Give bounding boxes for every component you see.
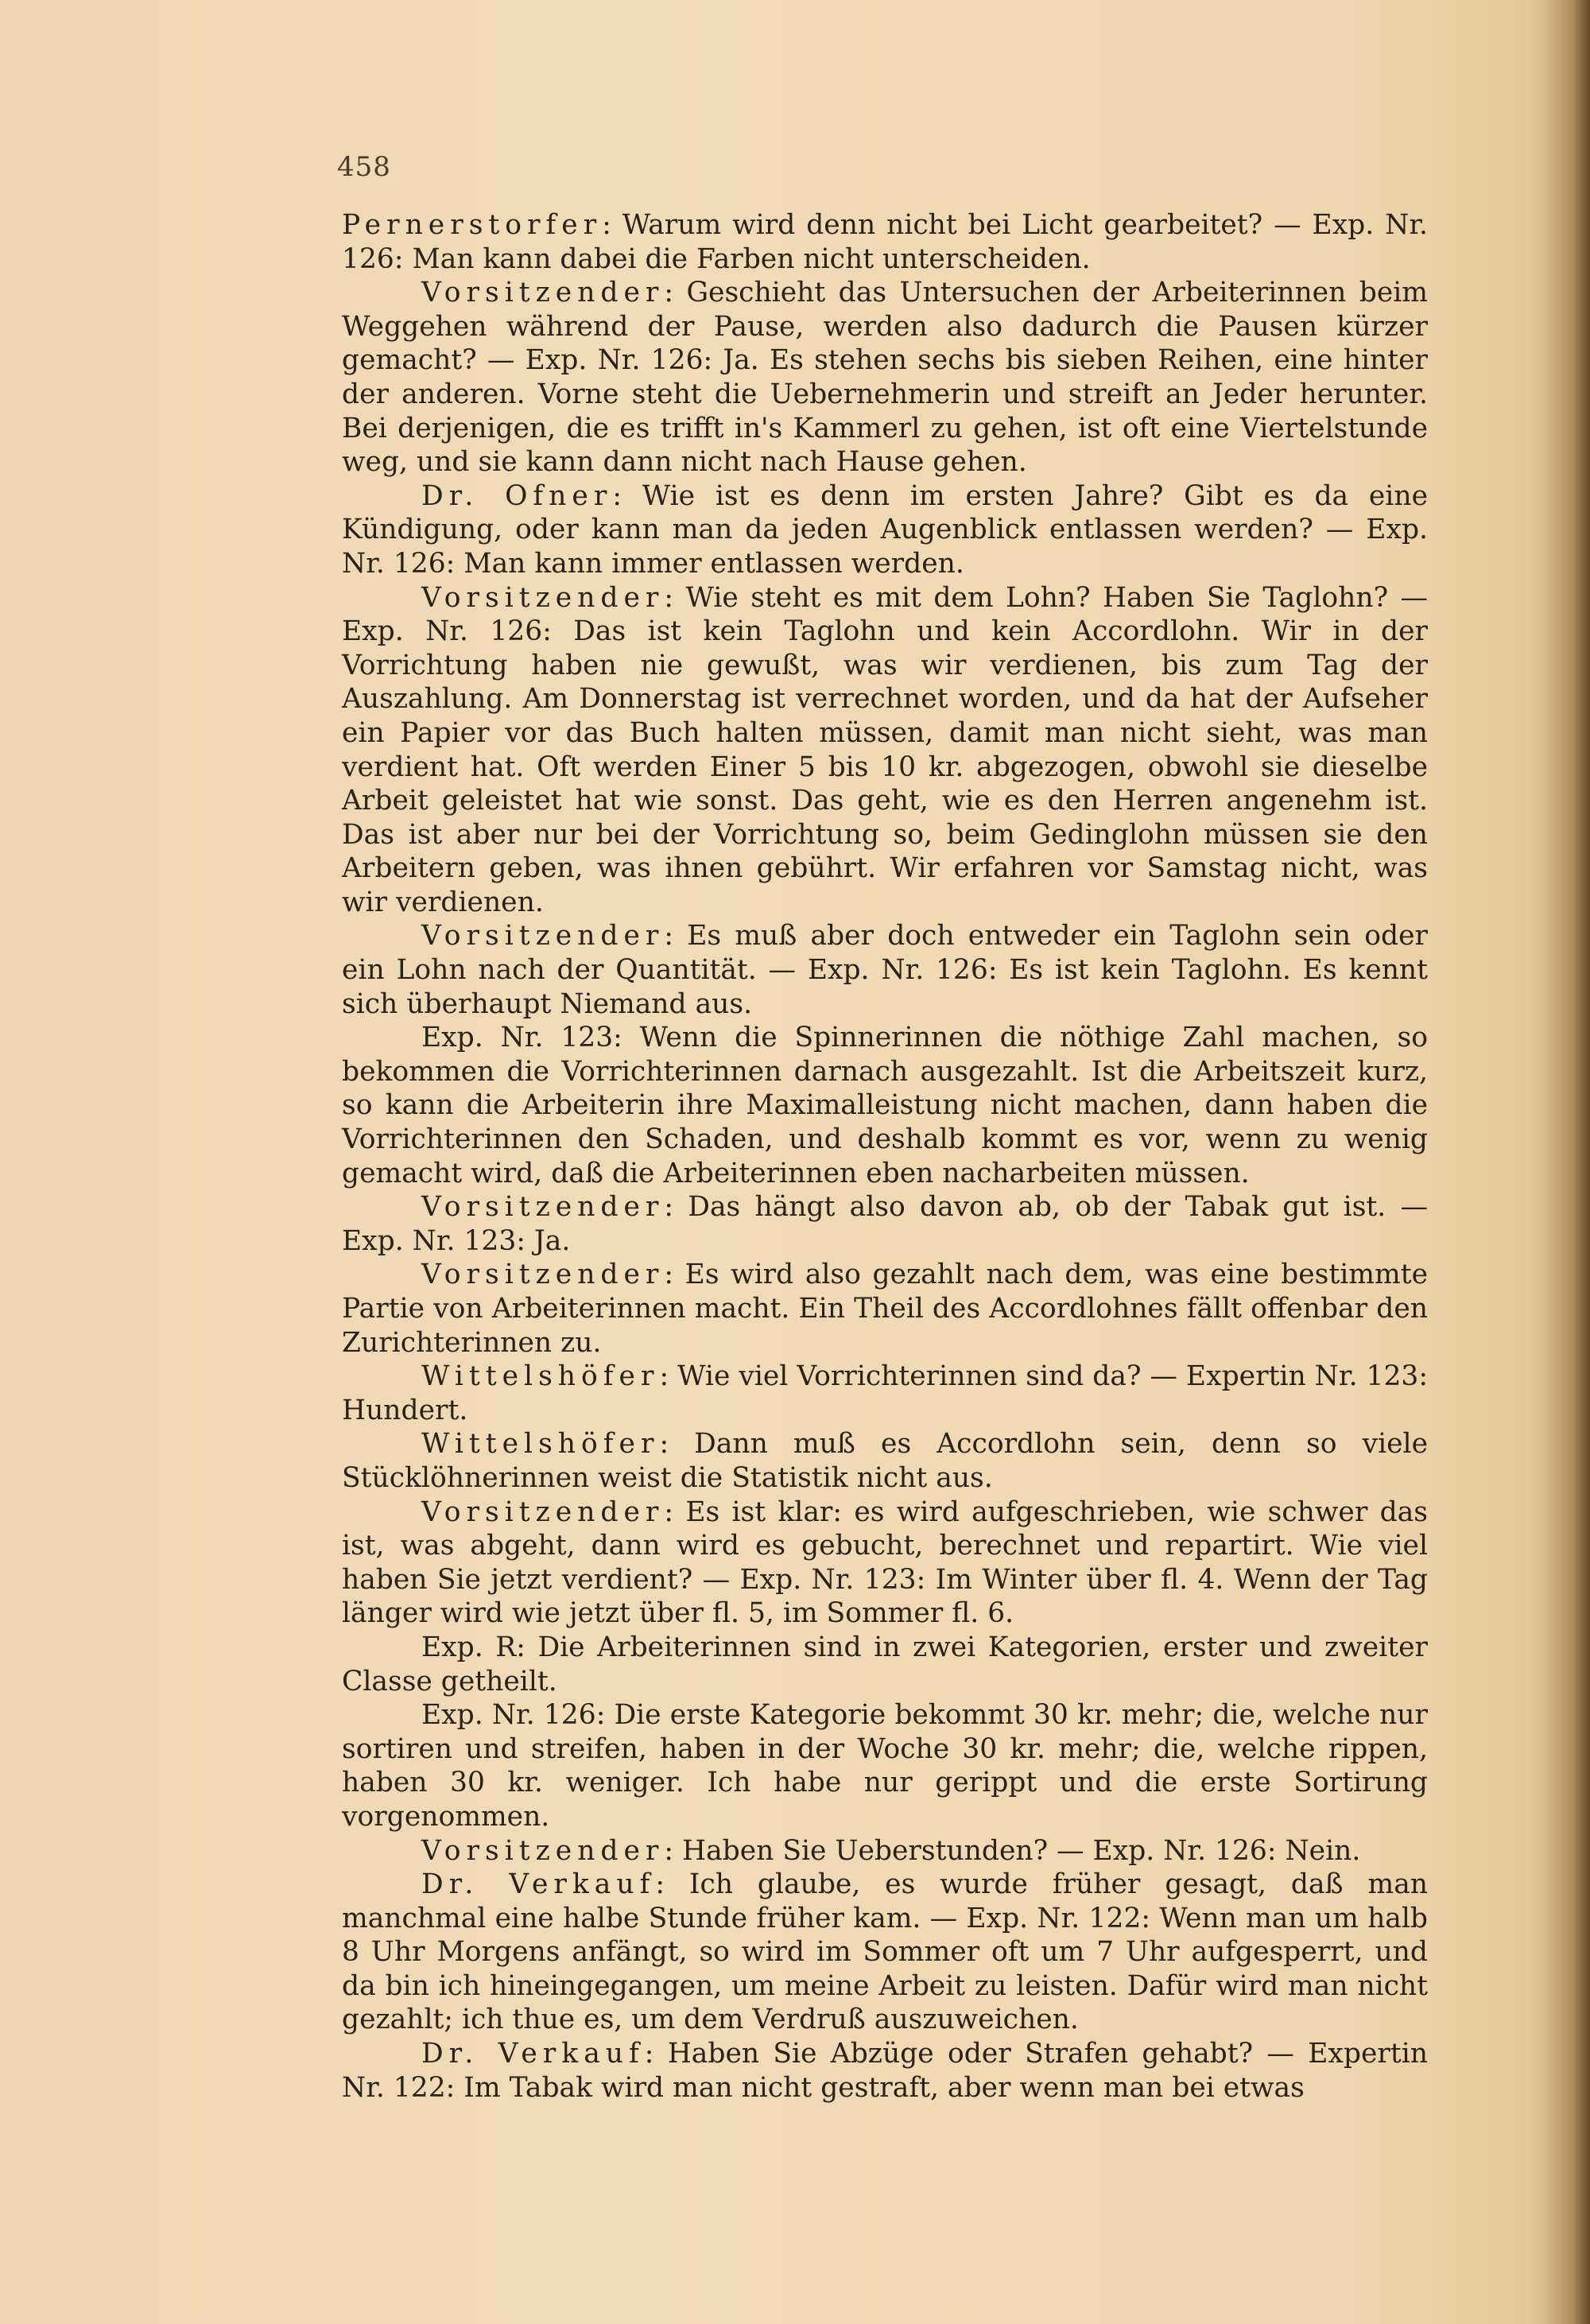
speaker-name: Vorsitzender xyxy=(421,277,665,309)
paragraph xyxy=(342,1190,1428,1258)
paragraph xyxy=(342,919,1428,1021)
speaker-name: Pernerstorfer xyxy=(342,209,603,241)
protocol-text xyxy=(342,208,1428,2105)
paragraph-text: : Ich glaube, es wurde früher gesagt, daß man manchmal eine halbe Stunde früher kam. — Exp. Nr. 122: Wenn man um halb 8 Uhr Morgens anfängt, so wird im Sommer oft um 7 Uhr aufgesperrt, und da bin ich hineingegangen, um meine Arbeit zu leisten. Dafür wird man nicht gezahlt; ich thue es, um dem Verdruß auszuweichen. xyxy=(342,1868,1428,2036)
paragraph-text: Exp. Nr. 126: Die erste Kategorie bekommt 30 kr. mehr; die, welche nur sortiren und streifen, haben in der Woche 30 kr. mehr; die, welche rippen, haben 30 kr. weniger. Ich habe nur gerippt und die erste Sortirung vorgenommen. xyxy=(342,1699,1428,1833)
page-edge-shadow xyxy=(1544,0,1590,2324)
speaker-name: Vorsitzender xyxy=(421,1834,665,1867)
paragraph-text: Exp. Nr. 123: Wenn die Spinnerinnen die nöthige Zahl machen, so bekommen die Vorrichterinnen darnach ausgezahlt. Ist die Arbeitszeit kurz, so kann die Arbeiterin ihre Maximalleistung nicht machen, dann haben die Vorrichterinnen den Schaden, und deshalb kommt es vor, wenn zu wenig gemacht wird, daß die Arbeiterinnen eben nacharbeiten müssen. xyxy=(342,1022,1428,1189)
paragraph xyxy=(342,1258,1428,1360)
speaker-name: Wittelshöfer xyxy=(421,1428,660,1461)
speaker-name: Dr. Verkauf xyxy=(421,2038,645,2070)
paragraph-text: : Warum wird denn nicht bei Licht gearbeitet? — Exp. Nr. 126: Man kann dabei die Farben nicht unterscheiden. xyxy=(342,209,1428,275)
paragraph xyxy=(342,581,1428,920)
paragraph xyxy=(342,479,1428,581)
speaker-name: Vorsitzender xyxy=(421,1496,665,1528)
paragraph-text: : Wie ist es denn im ersten Jahre? Gibt es da eine Kündigung, oder kann man da jeden Augenblick entlassen werden? — Exp. Nr. 126: Man kann immer entlassen werden. xyxy=(342,479,1428,580)
paragraph-text: Exp. R: Die Arbeiterinnen sind in zwei Kategorien, erster und zweiter Classe getheilt. xyxy=(342,1631,1428,1697)
speaker-name: Vorsitzender xyxy=(421,1259,665,1291)
speaker-name: Dr. Verkauf xyxy=(421,1868,656,1901)
paragraph xyxy=(342,1496,1428,1631)
speaker-name: Dr. Ofner xyxy=(421,479,613,512)
paragraph-text: : Es ist klar: es wird aufgeschrieben, wie schwer das ist, was abgeht, dann wird es gebucht, berechnet und repartirt. Wie viel haben Sie jetzt verdient? — Exp. Nr. 123: Im Winter über fl. 4. Wenn der Tag länger wird wie jetzt über fl. 5, im Sommer fl. 6. xyxy=(342,1496,1428,1630)
speaker-name: Vorsitzender xyxy=(421,1191,665,1224)
paragraph xyxy=(342,2037,1428,2105)
paragraph xyxy=(342,1631,1428,1698)
paragraph-text: : Das hängt also davon ab, ob der Tabak gut ist. — Exp. Nr. 123: Ja. xyxy=(342,1191,1428,1257)
paragraph xyxy=(342,1834,1428,1868)
paragraph xyxy=(342,276,1428,479)
paragraph xyxy=(342,1427,1428,1495)
paragraph-text: : Es wird also gezahlt nach dem, was eine bestimmte Partie von Arbeiterinnen macht. Ein Theil des Accordlohnes fällt offenbar den Zurichterinnen zu. xyxy=(342,1259,1428,1359)
speaker-name: Vorsitzender xyxy=(421,581,665,614)
speaker-name: Vorsitzender xyxy=(421,920,665,952)
paragraph xyxy=(342,1868,1428,2037)
paragraph xyxy=(342,208,1428,276)
paragraph-text: : Geschieht das Untersuchen der Arbeiterinnen beim Weggehen während der Pause, werden also dadurch die Pausen kürzer gemacht? — Exp. Nr. 126: Ja. Es stehen sechs bis sieben Reihen, eine hinter der anderen. Vorne steht die Uebernehmerin und streift an Jeder herunter. Bei derjenigen, die es trifft in's Kammerl zu gehen, ist oft eine Viertelstunde weg, und sie kann dann nicht nach Hause gehen. xyxy=(342,277,1428,479)
paragraph-text: : Wie viel Vorrichterinnen sind da? — Expertin Nr. 123: Hundert. xyxy=(342,1360,1428,1426)
page-number: 458 xyxy=(337,151,391,183)
paragraph-text: : Wie steht es mit dem Lohn? Haben Sie Taglohn? — Exp. Nr. 126: Das ist kein Taglohn und kein Accordlohn. Wir in der Vorrichtung haben nie gewußt, was wir verdienen, bis zum Tag der Auszahlung. Am Donnerstag ist verrechnet worden, und da hat der Aufseher ein Papier vor das Buch halten müssen, damit man nicht sieht, was man verdient hat. Oft werden Einer 5 bis 10 kr. abgezogen, obwohl sie dieselbe Arbeit geleistet hat wie sonst. Das geht, wie es den Herren angenehm ist. Das ist aber nur bei der Vorrichtung so, beim Gedinglohn müssen sie den Arbeitern geben, was ihnen gebührt. Wir erfahren vor Samstag nicht, was wir verdienen. xyxy=(342,581,1428,918)
paragraph-text: : Dann muß es Accordlohn sein, denn so viele Stücklöhnerinnen weist die Statistik nicht aus. xyxy=(342,1428,1428,1494)
speaker-name: Wittelshöfer xyxy=(421,1360,660,1393)
paragraph xyxy=(342,1360,1428,1427)
paragraph-text: : Haben Sie Abzüge oder Strafen gehabt? — Expertin Nr. 122: Im Tabak wird man nicht gestraft, aber wenn man bei etwas xyxy=(342,2038,1428,2104)
paragraph-text: : Haben Sie Ueberstunden? — Exp. Nr. 126: Nein. xyxy=(664,1834,1361,1867)
paragraph-text: : Es muß aber doch entweder ein Taglohn sein oder ein Lohn nach der Quantität. — Exp. Nr. 126: Es ist kein Taglohn. Es kennt sich überhaupt Niemand aus. xyxy=(342,920,1428,1020)
paragraph xyxy=(342,1021,1428,1190)
paragraph xyxy=(342,1698,1428,1833)
